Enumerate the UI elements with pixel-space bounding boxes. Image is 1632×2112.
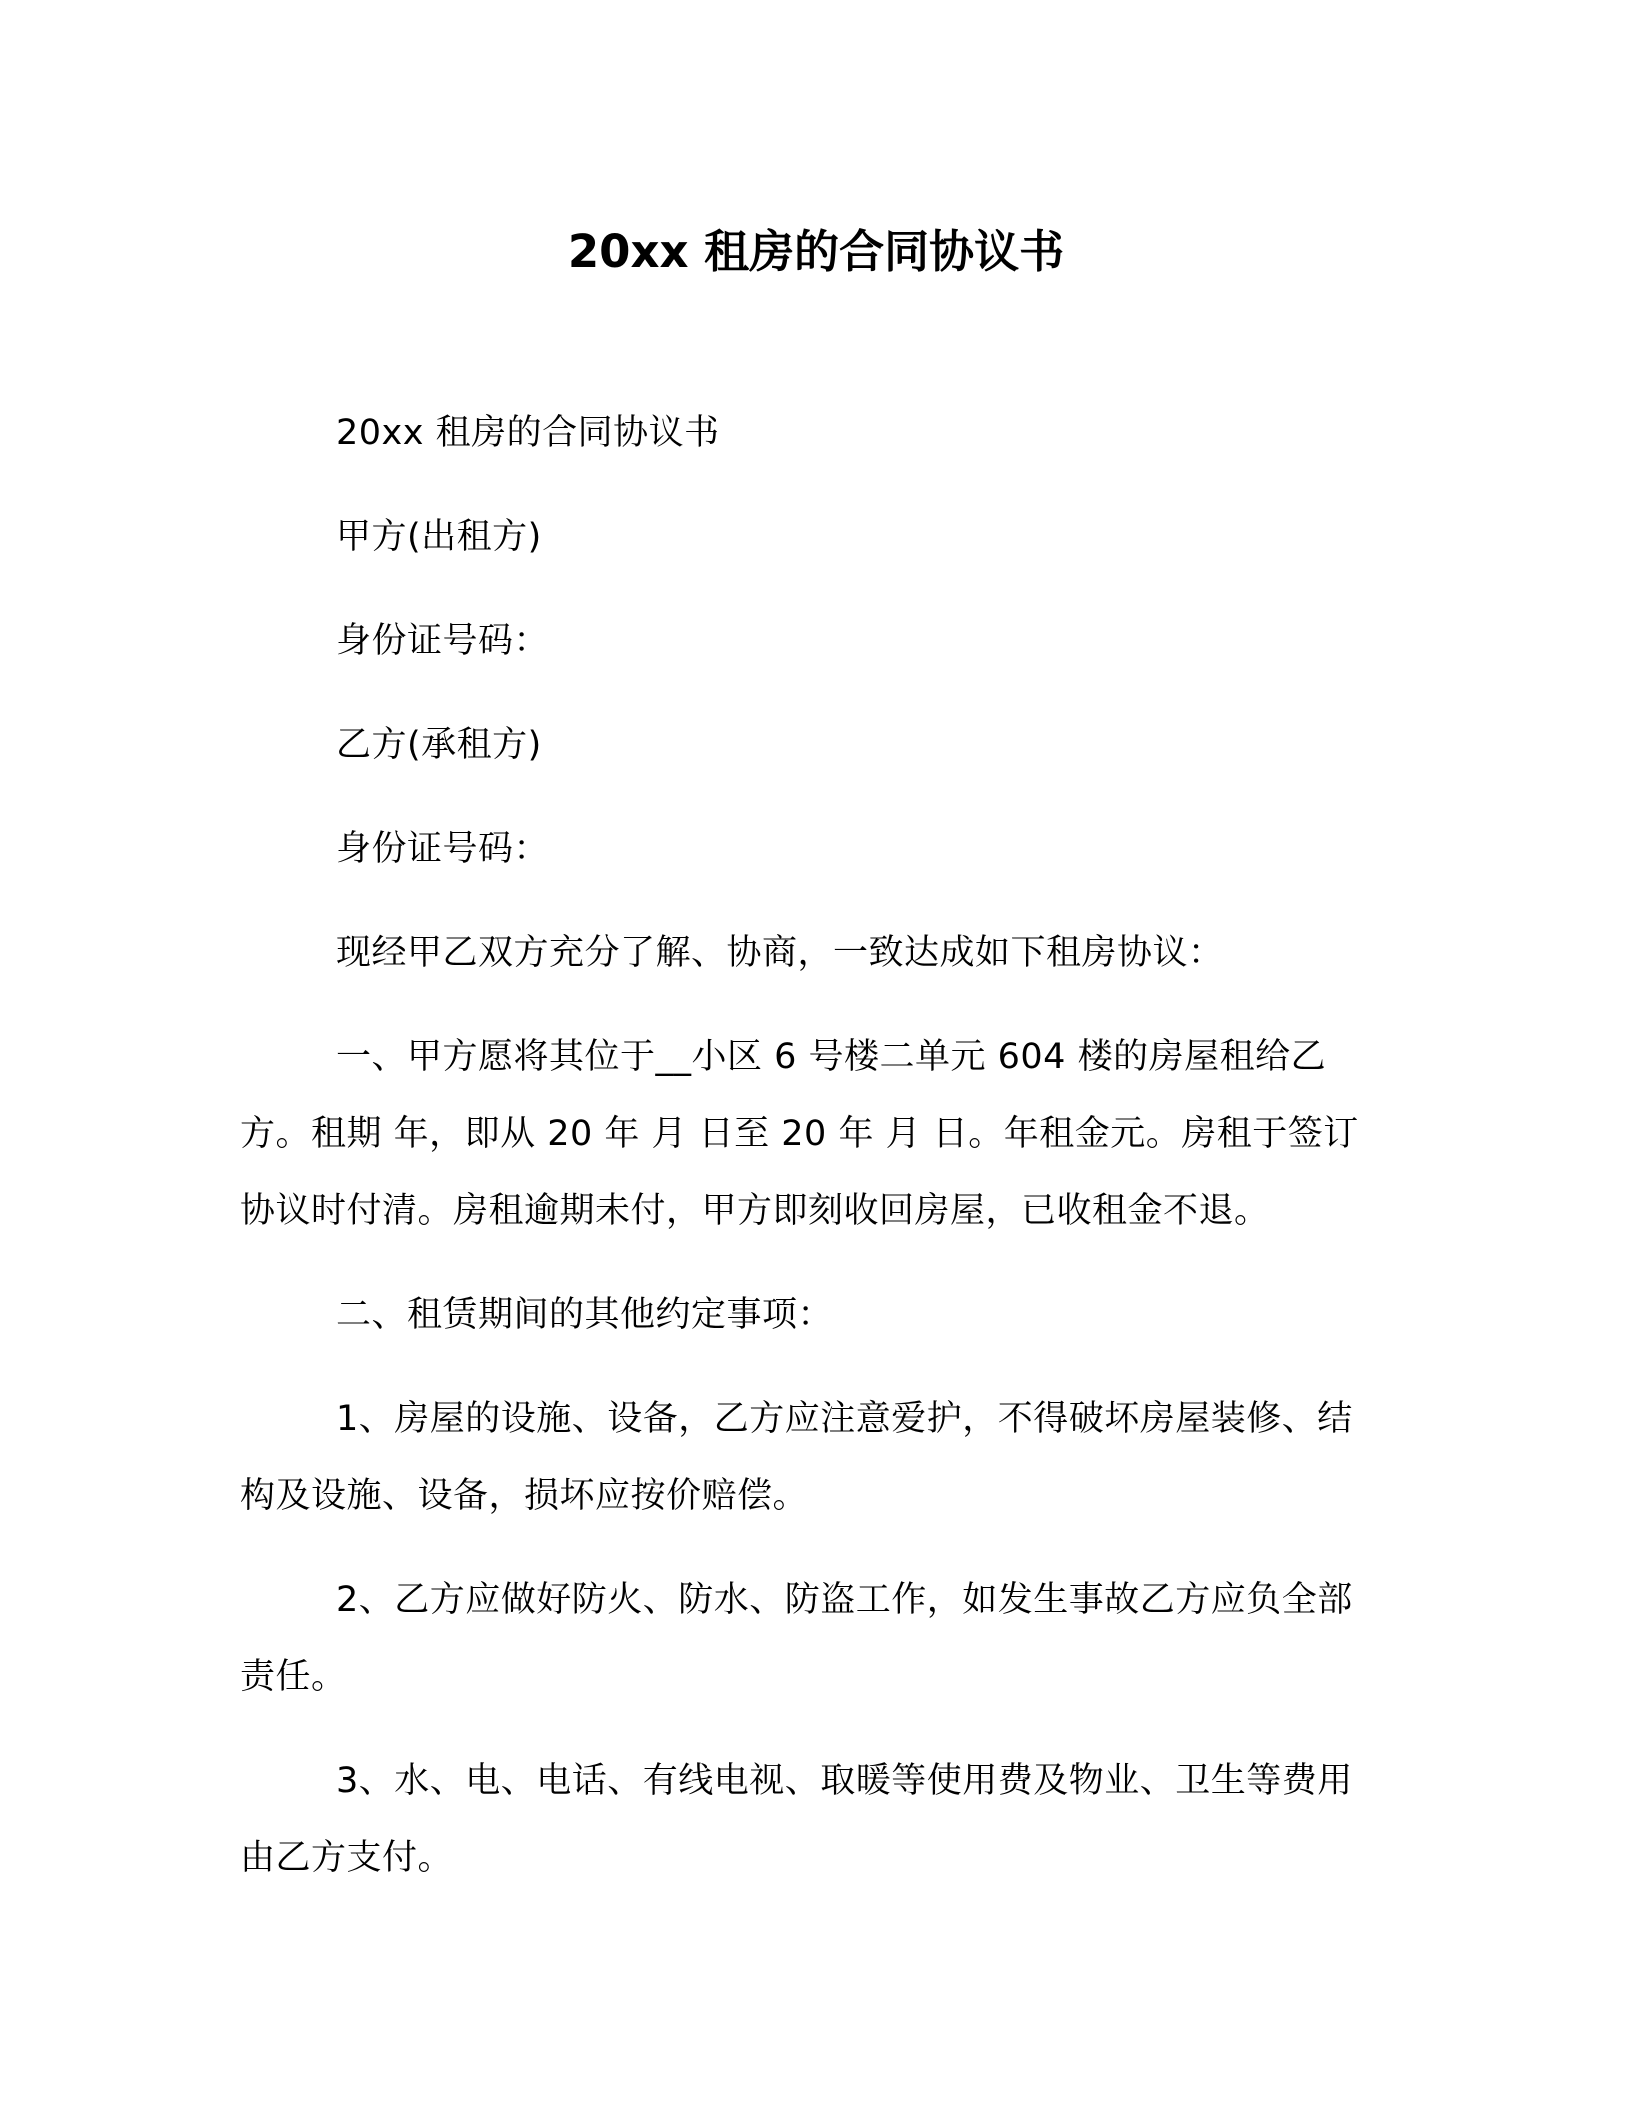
paragraph-item-2: 2、乙方应做好防火、防水、防盗工作，如发生事故乙方应负全部责任。 bbox=[240, 1580, 1353, 1697]
paragraph-subtitle: 20xx 租房的合同协议书 bbox=[336, 413, 720, 453]
paragraph-item-3: 3、水、电、电话、有线电视、取暖等使用费及物业、卫生等费用由乙方支付。 bbox=[240, 1761, 1353, 1878]
paragraph-party-b: 乙方(承租方) bbox=[336, 725, 542, 765]
paragraph-clause-2-heading: 二、租赁期间的其他约定事项： bbox=[336, 1295, 834, 1335]
document-body bbox=[240, 395, 1375, 1924]
paragraph-clause-1: 一、甲方愿将其位于__小区 6 号楼二单元 604 楼的房屋租给乙方。租期 年，即从 20 年 月 日至 20 年 月 日。年租金元。房租于签订协议时付清。房租逾期未付，甲方即刻收回房屋，已收租金不退。 bbox=[240, 1037, 1359, 1231]
paragraph-agreement-intro: 现经甲乙双方充分了解、协商，一致达成如下租房协议： bbox=[336, 933, 1224, 973]
paragraph-party-a: 甲方(出租方) bbox=[336, 517, 542, 557]
paragraph-item-1: 1、房屋的设施、设备，乙方应注意爱护，不得破坏房屋装修、结构及设施、设备，损坏应按价赔偿。 bbox=[240, 1399, 1353, 1516]
paragraph-party-a-id: 身份证号码： bbox=[336, 621, 550, 661]
document-title: 20xx 租房的合同协议书 bbox=[567, 225, 1065, 278]
paragraph-party-b-id: 身份证号码： bbox=[336, 829, 550, 869]
